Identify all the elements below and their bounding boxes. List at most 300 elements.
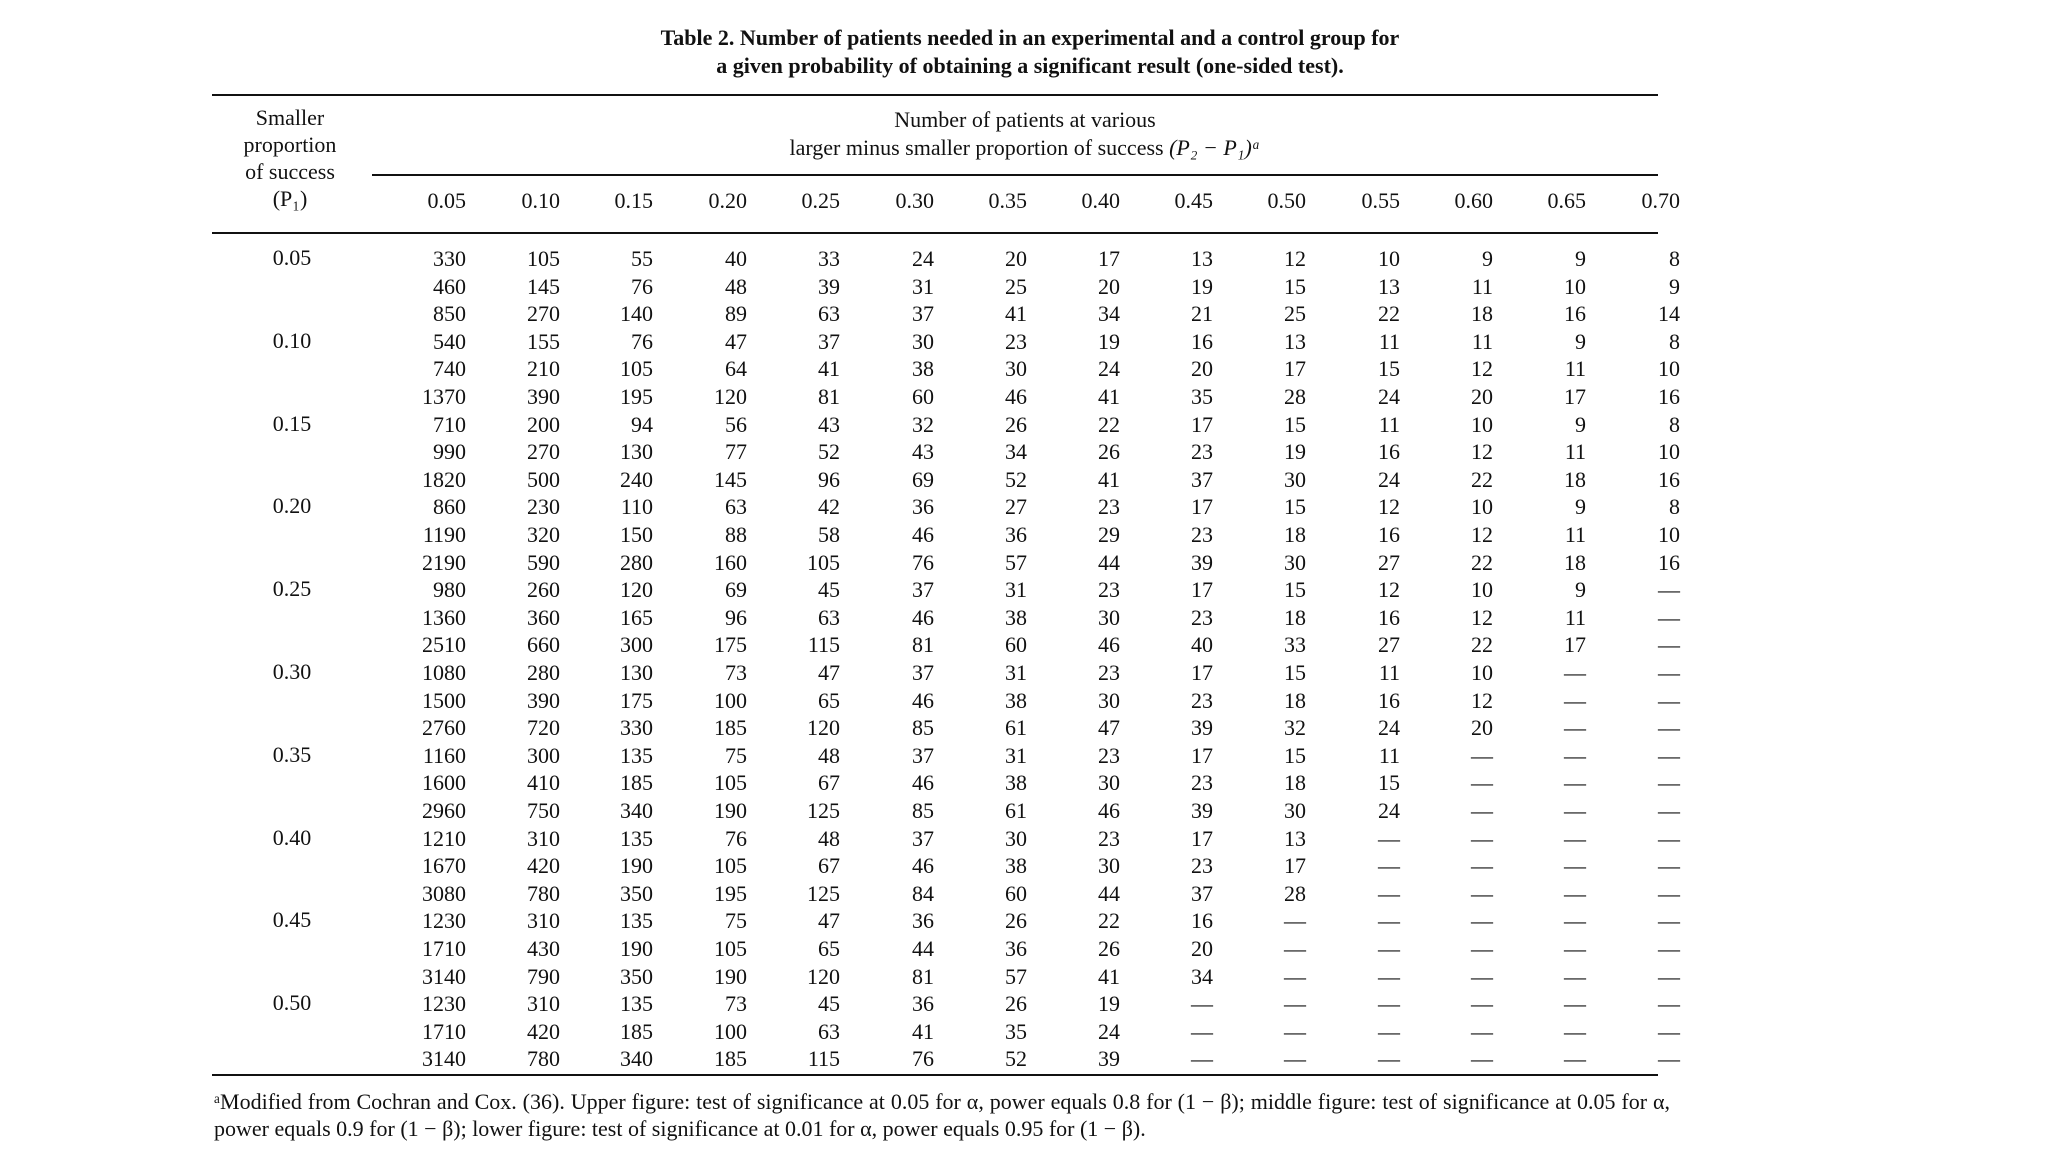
table-cell: 860	[433, 494, 466, 520]
table-cell: —	[1564, 660, 1586, 685]
column-header: 0.05	[427, 188, 466, 213]
table-cell: 105	[714, 853, 747, 879]
table-cell: —	[1658, 660, 1680, 685]
table-cell: 16	[1658, 384, 1680, 409]
column-header: 0.10	[521, 188, 560, 213]
table-cell: 190	[714, 798, 747, 823]
table-cell: 12	[1471, 522, 1493, 547]
table-cell: 39	[1098, 1046, 1120, 1072]
table-cell: 37	[912, 742, 934, 768]
table-cell: 76	[631, 273, 653, 299]
table-cell: —	[1658, 963, 1680, 989]
table-cell: 18	[1564, 549, 1586, 575]
table-cell: 330	[433, 246, 466, 271]
table-cell: 20	[1191, 936, 1213, 961]
column-spanner-line-2	[600, 134, 1450, 162]
table-cell: 23	[1191, 687, 1213, 713]
table-cell: 125	[807, 798, 840, 823]
table-cell: —	[1564, 1018, 1586, 1044]
table-cell: 20	[1191, 356, 1213, 382]
table-cell: 38	[1005, 853, 1027, 879]
table-cell: 84	[912, 880, 934, 906]
table-cell: 23	[1191, 604, 1213, 630]
table-cell: 46	[912, 770, 934, 796]
table-cell: 1710	[422, 936, 466, 961]
table-cell: 10	[1471, 411, 1493, 437]
table-cell: 24	[1098, 1018, 1120, 1044]
table-cell: 190	[620, 853, 653, 879]
table-cell: 44	[912, 936, 934, 961]
table-cell: 105	[714, 770, 747, 796]
table-cell: 30	[1098, 604, 1120, 630]
table-cell: 210	[527, 356, 560, 382]
table-cell: 12	[1378, 577, 1400, 603]
table-cell: 1160	[422, 742, 466, 768]
table-cell: 1710	[422, 1018, 466, 1044]
table-cell: 36	[912, 908, 934, 934]
table-cell: 8	[1669, 328, 1680, 354]
table-cell: 12	[1471, 604, 1493, 630]
table-cell: —	[1471, 991, 1493, 1017]
table-cell: 63	[725, 494, 747, 520]
column-spanner-text: larger minus smaller proportion of success	[789, 135, 1170, 160]
table-cell: 23	[1191, 439, 1213, 465]
table-cell: 17	[1191, 411, 1213, 437]
table-cell: 13	[1191, 246, 1213, 271]
table-cell: 280	[620, 549, 653, 575]
table-cell: 12	[1284, 246, 1306, 271]
table-cell: —	[1191, 1018, 1213, 1044]
table-cell: 14	[1658, 301, 1680, 327]
table-cell: 30	[1098, 687, 1120, 713]
table-cell: 17	[1191, 577, 1213, 603]
table-cell: 23	[1098, 660, 1120, 685]
table-cell: 88	[725, 522, 747, 547]
table-cell: 42	[818, 494, 840, 520]
table-cell: 500	[527, 466, 560, 492]
table-cell: 26	[1005, 411, 1027, 437]
table-cell: 16	[1658, 466, 1680, 492]
table-cell: 35	[1191, 384, 1213, 409]
table-cell: 96	[818, 466, 840, 492]
table-cell: 20	[1471, 384, 1493, 409]
p1-label: 0.40	[272, 824, 312, 850]
table-cell: —	[1564, 770, 1586, 796]
table-cell: 63	[818, 301, 840, 327]
table-cell: 52	[818, 439, 840, 465]
table-cell: 100	[714, 1018, 747, 1044]
table-cell: 41	[818, 356, 840, 382]
table-cell: 13	[1284, 825, 1306, 851]
table-cell: 16	[1378, 604, 1400, 630]
table-cell: 105	[527, 246, 560, 271]
table-cell: 145	[714, 466, 747, 492]
table-cell: 24	[1378, 384, 1400, 409]
table-cell: —	[1658, 715, 1680, 741]
table-cell: 81	[818, 384, 840, 409]
column-header: 0.45	[1174, 188, 1213, 213]
table-cell: —	[1564, 742, 1586, 768]
p1-label: 0.45	[272, 907, 312, 933]
p1-label: 0.15	[272, 410, 312, 436]
table-bottom-rule	[212, 1074, 1658, 1076]
table-cell: 310	[527, 908, 560, 934]
table-cell: 11	[1378, 328, 1400, 354]
table-cell: 11	[1378, 660, 1400, 685]
table-cell: 11	[1564, 522, 1586, 547]
table-cell: 430	[527, 936, 560, 961]
table-cell: 1190	[422, 522, 466, 547]
table-cell: 15	[1284, 273, 1306, 299]
table-cell: 190	[620, 936, 653, 961]
table-cell: 31	[1005, 660, 1027, 685]
table-cell: 30	[1284, 466, 1306, 492]
table-cell: 9	[1482, 246, 1493, 271]
table-cell: 94	[631, 411, 653, 437]
table-cell: —	[1378, 963, 1400, 989]
table-cell: 18	[1284, 604, 1306, 630]
table-cell: 9	[1669, 273, 1680, 299]
table-cell: —	[1471, 908, 1493, 934]
table-cell: 16	[1191, 908, 1213, 934]
table-cell: —	[1378, 991, 1400, 1017]
table-cell: —	[1658, 577, 1680, 603]
table-cell: 61	[1005, 798, 1027, 823]
table-cell: —	[1564, 687, 1586, 713]
table-cell: 140	[620, 301, 653, 327]
table-cell: 2510	[422, 632, 466, 658]
table-cell: 720	[527, 715, 560, 741]
header-bottom-rule	[212, 232, 1658, 234]
table-cell: 30	[1005, 825, 1027, 851]
table-cell: 30	[1098, 853, 1120, 879]
table-cell: 23	[1005, 328, 1027, 354]
table-cell: 60	[912, 384, 934, 409]
table-cell: 780	[527, 880, 560, 906]
column-spanner-formula: (P₂ − P₁)ᵃ	[1169, 135, 1261, 160]
table-cell: 30	[1284, 798, 1306, 823]
table-cell: —	[1658, 604, 1680, 630]
row-header-line-2: proportion	[243, 132, 337, 157]
table-cell: 26	[1098, 936, 1120, 961]
p1-label: 0.05	[272, 245, 312, 270]
table-cell: 410	[527, 770, 560, 796]
table-cell: 63	[818, 1018, 840, 1044]
table-cell: 40	[725, 246, 747, 271]
table-cell: 17	[1284, 356, 1306, 382]
table-cell: 18	[1284, 687, 1306, 713]
table-cell: 420	[527, 1018, 560, 1044]
table-cell: 57	[1005, 963, 1027, 989]
table-cell: 125	[807, 880, 840, 906]
table-cell: 33	[1284, 632, 1306, 658]
table-cell: 3140	[422, 963, 466, 989]
table-cell: 175	[714, 632, 747, 658]
column-header: 0.35	[988, 188, 1027, 213]
table-cell: —	[1471, 963, 1493, 989]
table-cell: 36	[1005, 936, 1027, 961]
table-cell: —	[1191, 991, 1213, 1017]
table-cell: 15	[1378, 770, 1400, 796]
table-cell: 34	[1098, 301, 1120, 327]
table-cell: 39	[818, 273, 840, 299]
table-cell: 10	[1658, 439, 1680, 465]
table-cell: 25	[1284, 301, 1306, 327]
table-cell: 30	[1098, 770, 1120, 796]
table-title-line-2: a given probability of obtaining a significant result (one-sided test).	[716, 53, 1344, 78]
table-cell: 100	[714, 687, 747, 713]
table-cell: —	[1471, 936, 1493, 961]
table-cell: 790	[527, 963, 560, 989]
table-cell: 22	[1471, 632, 1493, 658]
table-cell: 9	[1575, 246, 1586, 271]
table-cell: 540	[433, 328, 466, 354]
table-cell: 41	[912, 1018, 934, 1044]
table-cell: 96	[725, 604, 747, 630]
table-cell: —	[1471, 1046, 1493, 1072]
table-cell: —	[1564, 1046, 1586, 1072]
table-cell: —	[1471, 825, 1493, 851]
table-cell: 15	[1378, 356, 1400, 382]
table-cell: 130	[620, 439, 653, 465]
column-header: 0.70	[1641, 188, 1680, 213]
table-cell: —	[1658, 770, 1680, 796]
table-cell: 320	[527, 522, 560, 547]
table-cell: 26	[1005, 908, 1027, 934]
p1-label: 0.35	[272, 741, 312, 767]
table-cell: 1370	[422, 384, 466, 409]
table-cell: 8	[1669, 411, 1680, 437]
table-cell: 10	[1471, 494, 1493, 520]
table-cell: —	[1471, 853, 1493, 879]
table-cell: 1600	[422, 770, 466, 796]
table-cell: 17	[1564, 384, 1586, 409]
table-cell: 47	[1098, 715, 1120, 741]
table-cell: 89	[725, 301, 747, 327]
column-spanner-header	[600, 106, 1450, 162]
table-cell: 36	[1005, 522, 1027, 547]
table-cell: 3140	[422, 1046, 466, 1072]
table-cell: 47	[725, 328, 747, 354]
table-cell: 10	[1471, 577, 1493, 603]
table-cell: 420	[527, 853, 560, 879]
table-cell: 120	[714, 384, 747, 409]
table-cell: —	[1471, 880, 1493, 906]
table-cell: 260	[527, 577, 560, 603]
table-cell: 31	[1005, 742, 1027, 768]
table-cell: 18	[1471, 301, 1493, 327]
table-cell: 45	[818, 991, 840, 1017]
table-cell: —	[1658, 687, 1680, 713]
table-cell: —	[1378, 908, 1400, 934]
table-cell: 73	[725, 660, 747, 685]
table-cell: —	[1658, 880, 1680, 906]
table-cell: 36	[912, 991, 934, 1017]
table-cell: 15	[1284, 494, 1306, 520]
table-cell: 21	[1191, 301, 1213, 327]
table-cell: 48	[818, 825, 840, 851]
table-cell: 16	[1378, 439, 1400, 465]
table-cell: 1230	[422, 908, 466, 934]
table-cell: 105	[620, 356, 653, 382]
table-cell: 17	[1098, 246, 1120, 271]
table-cell: 46	[912, 853, 934, 879]
table-cell: 115	[807, 632, 840, 658]
table-cell: 17	[1191, 825, 1213, 851]
table-cell: —	[1658, 632, 1680, 658]
table-cell: 69	[725, 577, 747, 603]
table-cell: 11	[1471, 328, 1493, 354]
table-cell: 780	[527, 1046, 560, 1072]
table-cell: 120	[807, 963, 840, 989]
table-cell: 980	[433, 577, 466, 603]
table-cell: 23	[1098, 825, 1120, 851]
table-cell: 35	[1005, 1018, 1027, 1044]
table-cell: 39	[1191, 798, 1213, 823]
table-cell: 76	[912, 549, 934, 575]
table-cell: 10	[1564, 273, 1586, 299]
table-cell: 37	[1191, 880, 1213, 906]
table-cell: 280	[527, 660, 560, 685]
table-cell: 46	[912, 522, 934, 547]
table-cell: 27	[1378, 549, 1400, 575]
table-cell: 22	[1378, 301, 1400, 327]
table-cell: 18	[1284, 522, 1306, 547]
table-cell: —	[1658, 936, 1680, 961]
column-header: 0.15	[614, 188, 653, 213]
table-cell: 32	[912, 411, 934, 437]
table-cell: 12	[1471, 439, 1493, 465]
table-cell: 17	[1564, 632, 1586, 658]
table-cell: —	[1658, 798, 1680, 823]
table-cell: 37	[912, 660, 934, 685]
table-cell: 37	[1191, 466, 1213, 492]
table-cell: 26	[1005, 991, 1027, 1017]
table-cell: —	[1378, 936, 1400, 961]
table-cell: 135	[620, 742, 653, 768]
table-cell: 19	[1098, 328, 1120, 354]
table-cell: 135	[620, 825, 653, 851]
table-cell: 175	[620, 687, 653, 713]
table-cell: 750	[527, 798, 560, 823]
table-cell: 3080	[422, 880, 466, 906]
table-cell: 81	[912, 632, 934, 658]
table-cell: 310	[527, 825, 560, 851]
table-cell: 1230	[422, 991, 466, 1017]
table-cell: 45	[818, 577, 840, 603]
table-cell: —	[1564, 991, 1586, 1017]
table-cell: 10	[1471, 660, 1493, 685]
table-cell: —	[1564, 715, 1586, 741]
table-cell: 37	[912, 825, 934, 851]
table-cell: 22	[1098, 411, 1120, 437]
table-cell: 60	[1005, 632, 1027, 658]
table-cell: 150	[620, 522, 653, 547]
table-cell: 340	[620, 798, 653, 823]
table-cell: 105	[714, 936, 747, 961]
table-cell: 58	[818, 522, 840, 547]
table-cell: 76	[631, 328, 653, 354]
table-cell: 27	[1005, 494, 1027, 520]
column-header: 0.20	[708, 188, 747, 213]
table-cell: 24	[912, 246, 934, 271]
table-cell: 17	[1191, 660, 1213, 685]
table-cell: 350	[620, 963, 653, 989]
table-cell: 63	[818, 604, 840, 630]
table-cell: 18	[1564, 466, 1586, 492]
table-cell: 37	[912, 577, 934, 603]
table-cell: 38	[1005, 687, 1027, 713]
table-cell: 38	[912, 356, 934, 382]
table-cell: 37	[912, 301, 934, 327]
table-cell: 185	[620, 1018, 653, 1044]
table-cell: 16	[1378, 687, 1400, 713]
table-cell: 36	[912, 494, 934, 520]
table-cell: —	[1658, 853, 1680, 879]
table-cell: 200	[527, 411, 560, 437]
table-cell: 24	[1098, 356, 1120, 382]
table-cell: —	[1284, 991, 1306, 1017]
table-cell: 11	[1564, 439, 1586, 465]
table-cell: 30	[912, 328, 934, 354]
table-cell: 46	[1005, 384, 1027, 409]
table-cell: 11	[1378, 411, 1400, 437]
p1-label: 0.25	[272, 576, 312, 602]
table-cell: 43	[818, 411, 840, 437]
table-cell: —	[1564, 963, 1586, 989]
table-cell: —	[1284, 963, 1306, 989]
table-cell: 16	[1191, 328, 1213, 354]
table-cell: 48	[725, 273, 747, 299]
table-cell: 33	[818, 246, 840, 271]
table-cell: 41	[1098, 963, 1120, 989]
table-cell: 740	[433, 356, 466, 382]
table-cell: 2760	[422, 715, 466, 741]
table-cell: 46	[1098, 632, 1120, 658]
table-cell: 19	[1284, 439, 1306, 465]
table-cell: 52	[1005, 1046, 1027, 1072]
table-cell: 13	[1284, 328, 1306, 354]
table-cell: 9	[1575, 494, 1586, 520]
table-cell: 300	[620, 632, 653, 658]
table-cell: 10	[1658, 356, 1680, 382]
table-cell: 41	[1098, 466, 1120, 492]
table-cell: —	[1284, 908, 1306, 934]
table-cell: 34	[1191, 963, 1213, 989]
table-cell: 135	[620, 991, 653, 1017]
table-cell: 38	[1005, 604, 1027, 630]
table-cell: 1670	[422, 853, 466, 879]
table-cell: 17	[1191, 494, 1213, 520]
table-cell: 340	[620, 1046, 653, 1072]
table-cell: 11	[1378, 742, 1400, 768]
table-cell: 15	[1284, 411, 1306, 437]
column-spanner-line-1: Number of patients at various	[894, 107, 1156, 132]
table-cell: 64	[725, 356, 747, 382]
column-header: 0.55	[1361, 188, 1400, 213]
table-cell: 37	[818, 328, 840, 354]
table-cell: 69	[912, 466, 934, 492]
table-cell: 1210	[422, 825, 466, 851]
p1-label: 0.20	[272, 493, 312, 519]
table-cell: 15	[1284, 742, 1306, 768]
table-cell: 16	[1564, 301, 1586, 327]
p1-label: 0.10	[272, 327, 312, 353]
table-cell: 75	[725, 908, 747, 934]
table-cell: 65	[818, 687, 840, 713]
table-cell: 115	[807, 1046, 840, 1072]
table-cell: —	[1284, 936, 1306, 961]
